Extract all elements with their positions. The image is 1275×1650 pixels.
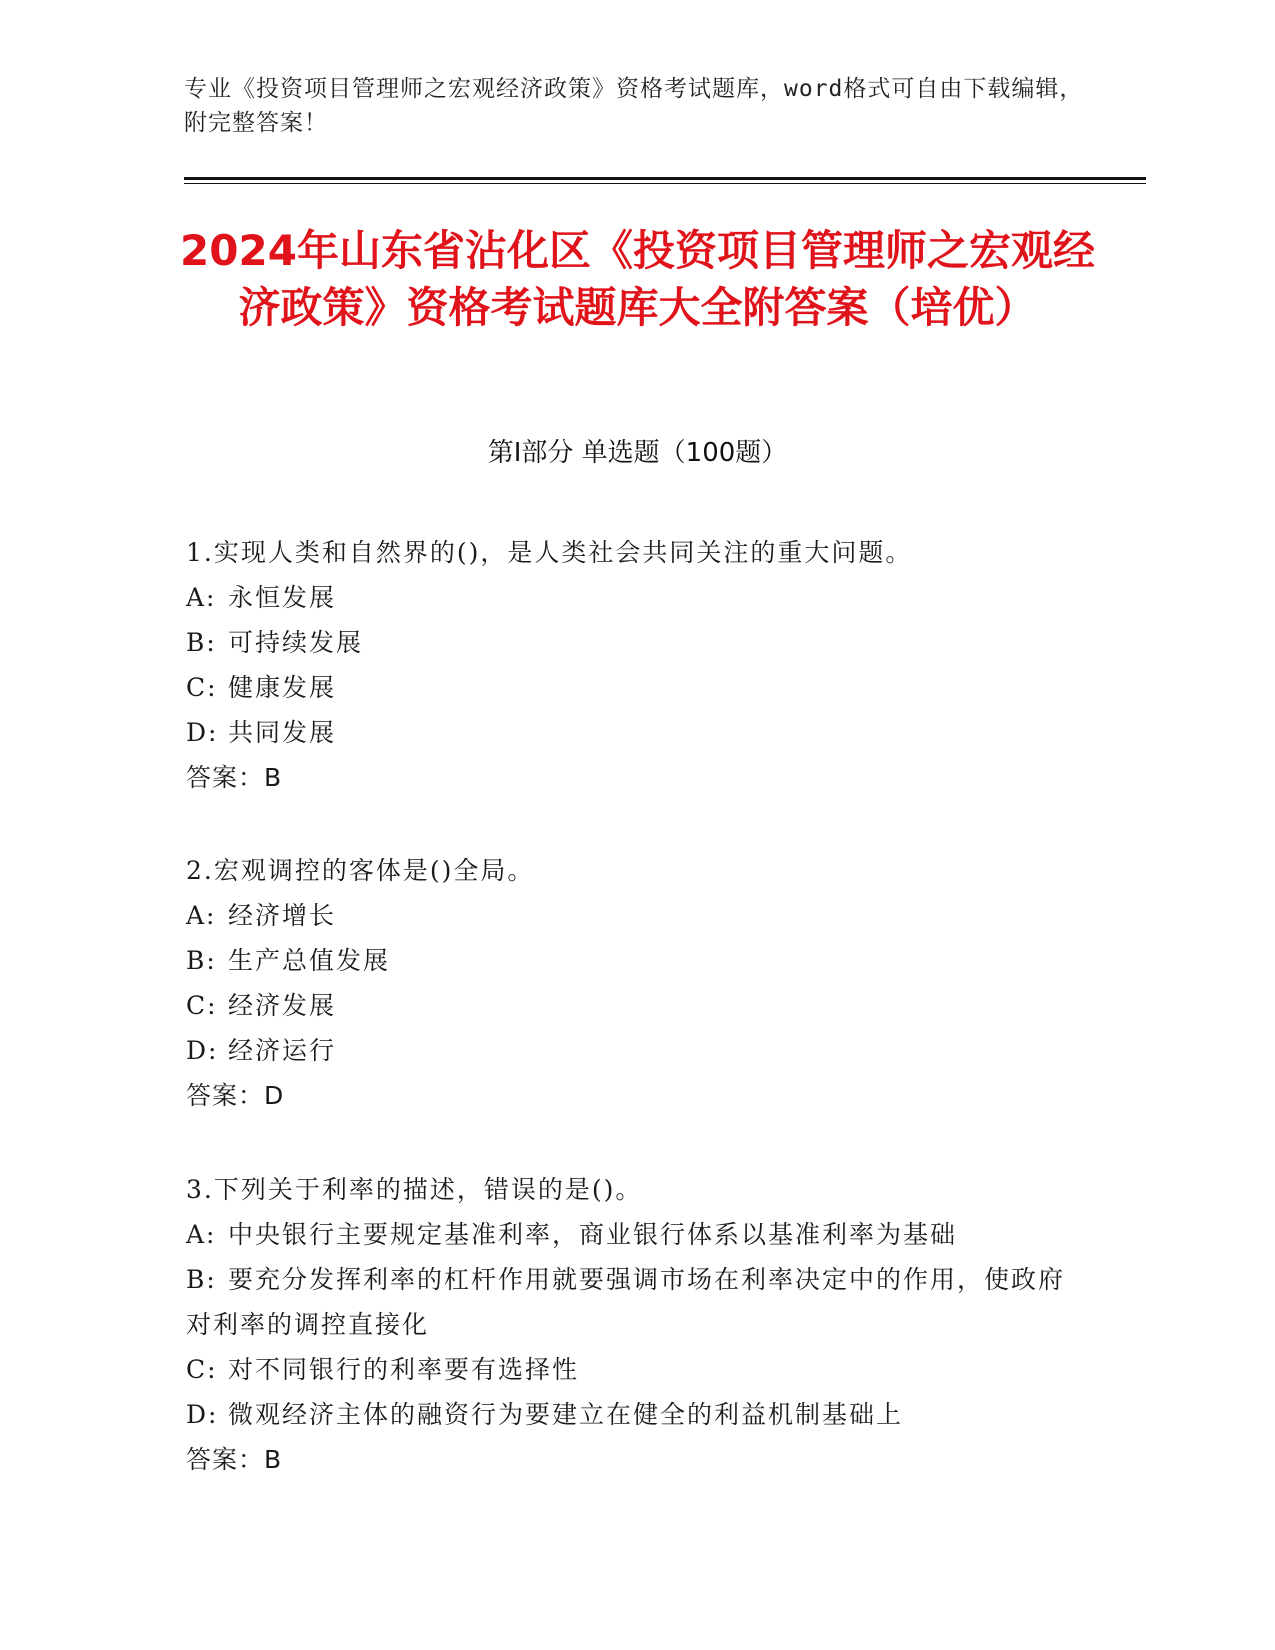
option-c [186,983,1066,1028]
answer: 答案：B [186,763,283,792]
option-text: 中央银行主要规定基准利率，商业银行体系以基准利率为基础 [228,1220,958,1249]
header-note: 专业《投资项目管理师之宏观经济政策》资格考试题库，word格式可自由下载编辑，附完整答案！ [184,76,1084,136]
option-a [186,575,1066,620]
option-label: A: [186,901,217,930]
option-b [186,1257,1066,1347]
option-c [186,665,1066,710]
option-b [186,620,1066,665]
option-d [186,1028,1066,1073]
option-label: C: [186,991,218,1020]
option-text: 健康发展 [228,673,337,702]
header-divider-thin [184,183,1146,184]
document-title: 2024年山东省沾化区《投资项目管理师之宏观经济政策》资格考试题库大全附答案（培优） [180,226,1095,332]
option-label: D: [186,718,219,747]
option-text: 生产总值发展 [228,946,391,975]
answer: 答案：D [186,1081,285,1110]
option-label: D: [186,1400,219,1429]
option-label: C: [186,673,218,702]
option-a [186,1212,1066,1257]
answer: 答案：B [186,1445,283,1474]
option-label: C: [186,1355,218,1384]
option-b [186,938,1066,983]
option-label: A: [186,583,217,612]
option-text: 经济运行 [228,1036,337,1065]
option-text: 共同发展 [228,718,337,747]
section-heading: 第I部分 单选题（100题） [487,438,788,468]
question-stem: 3.下列关于利率的描述，错误的是()。 [186,1175,643,1204]
option-text: 永恒发展 [228,583,337,612]
option-c [186,1347,1066,1392]
option-d [186,710,1066,755]
option-text: 经济增长 [228,901,337,930]
option-text: 可持续发展 [228,628,364,657]
option-label: A: [186,1220,217,1249]
option-a [186,893,1066,938]
option-label: D: [186,1036,219,1065]
option-text: 对不同银行的利率要有选择性 [228,1355,580,1384]
option-label: B: [186,1265,217,1294]
option-label: B: [186,946,217,975]
option-text: 经济发展 [228,991,337,1020]
option-label: B: [186,628,217,657]
option-text: 微观经济主体的融资行为要建立在健全的利益机制基础上 [228,1400,904,1429]
question-1 [186,530,1066,800]
question-stem: 1.实现人类和自然界的()，是人类社会共同关注的重大问题。 [186,538,913,567]
option-text: 要充分发挥利率的杠杆作用就要强调市场在利率决定中的作用，使政府对利率的调控直接化 [186,1265,1066,1339]
question-stem: 2.宏观调控的客体是()全局。 [186,856,535,885]
question-3 [186,1167,1066,1482]
header-divider-thick [184,177,1146,180]
option-d [186,1392,1066,1437]
question-2 [186,848,1066,1118]
